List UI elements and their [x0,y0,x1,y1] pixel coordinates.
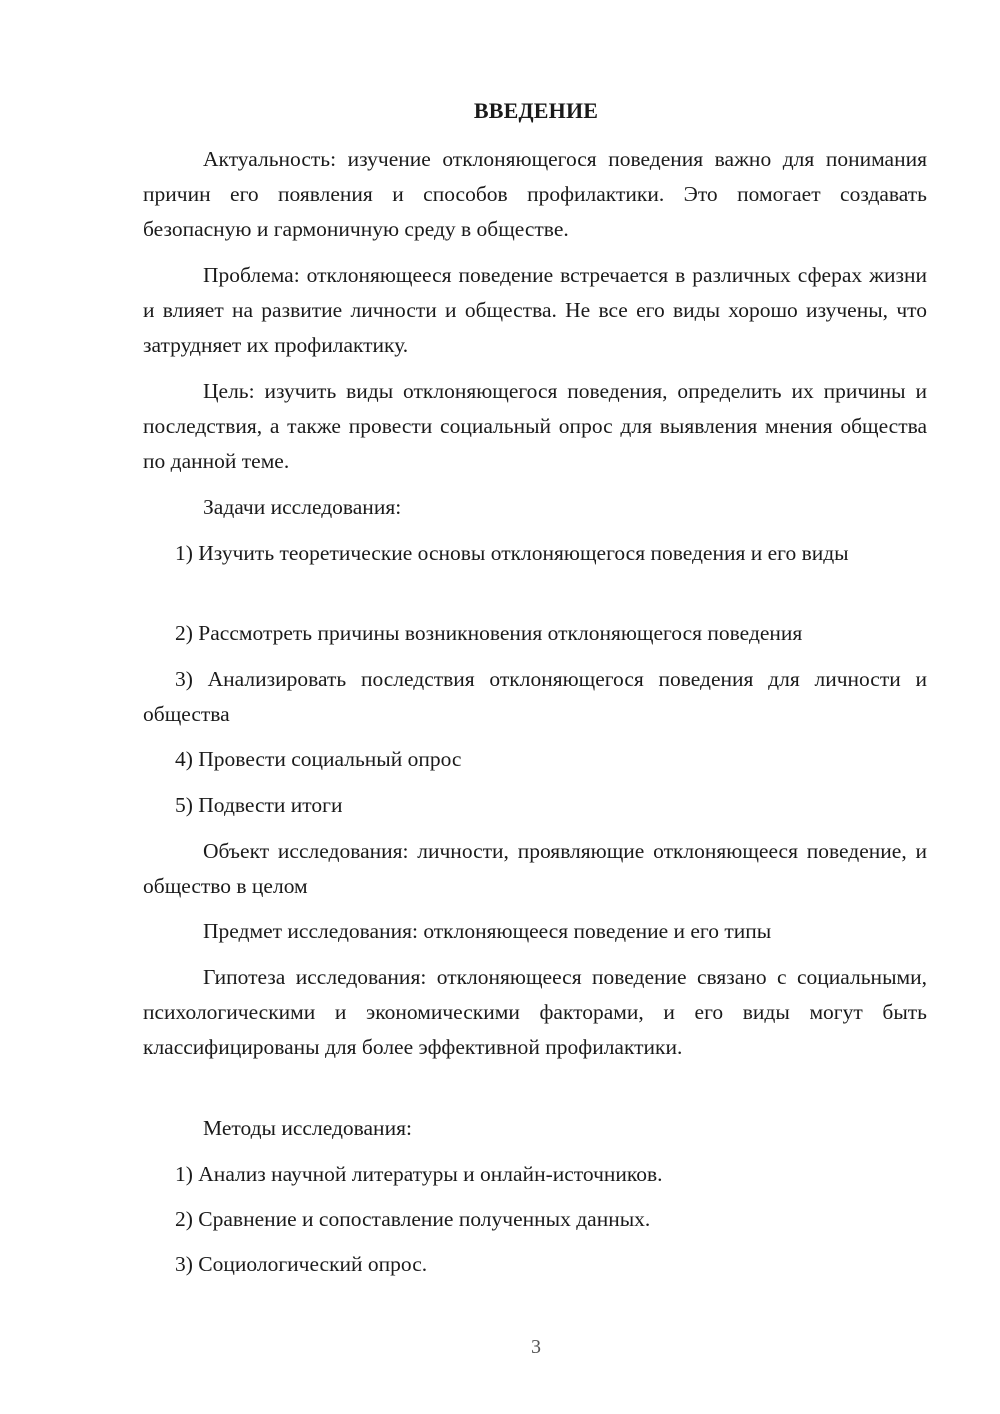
subject-paragraph: Предмет исследования: отклоняющееся поведение и его типы [203,919,772,943]
problem-paragraph: Проблема: отклоняющееся поведение встречается в различных сферах жизни и влияет на развитие личности и общества. Не все его виды хорошо изучены, что затрудняет их профилактику. [143,263,927,357]
tasks-title: Задачи исследования: [203,495,402,519]
task-item-1: 1) Изучить теоретические основы отклоняющегося поведения и его виды [175,541,849,565]
hypothesis-paragraph: Гипотеза исследования: отклоняющееся поведение связано с социальными, психологическими и экономическими факторами, и его виды могут быть классифицированы для более эффективной профилактики. [143,965,927,1059]
goal-paragraph: Цель: изучить виды отклоняющегося поведения, определить их причины и последствия, а также провести социальный опрос для выявления мнения общества по данной теме. [143,379,927,473]
page-number: 3 [531,1336,541,1358]
object-paragraph: Объект исследования: личности, проявляющие отклоняющееся поведение, и общество в целом [143,839,927,898]
page-title: ВВЕДЕНИЕ [473,98,599,123]
task-item-5: 5) Подвести итоги [175,793,343,817]
task-item-2: 2) Рассмотреть причины возникновения отклоняющегося поведения [175,621,803,645]
method-item-2: 2) Сравнение и сопоставление полученных данных. [175,1207,651,1231]
relevance-paragraph: Актуальность: изучение отклоняющегося поведения важно для понимания причин его появления и способов профилактики. Это помогает создавать безопасную и гармоничную среду в обществе. [143,147,927,241]
task-item-4: 4) Провести социальный опрос [175,747,462,771]
methods-title: Методы исследования: [203,1116,412,1140]
method-item-1: 1) Анализ научной литературы и онлайн-источников. [175,1162,663,1186]
task-item-3: 3) Анализировать последствия отклоняющегося поведения для личности и общества [143,667,927,726]
method-item-3: 3) Социологический опрос. [175,1252,428,1276]
